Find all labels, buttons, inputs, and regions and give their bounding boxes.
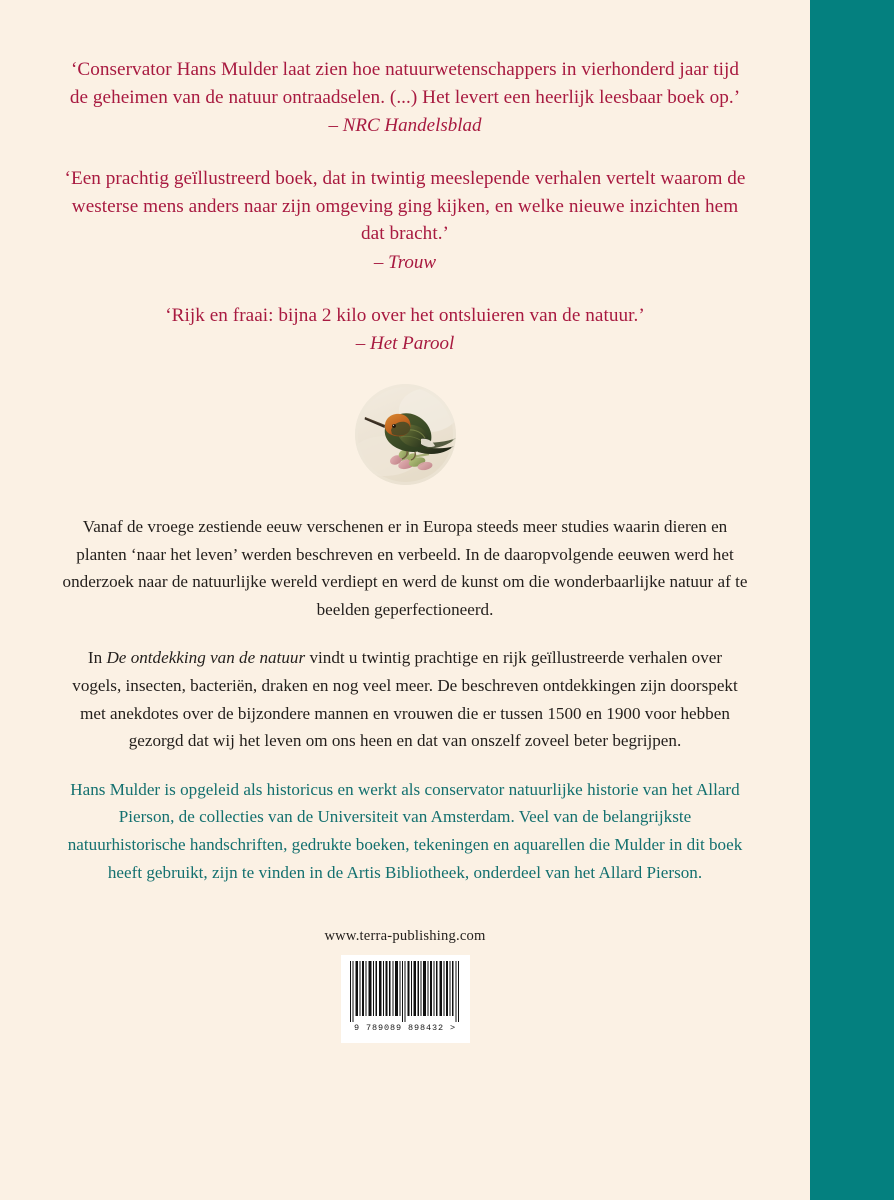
- paragraph-book-description: [62, 644, 748, 754]
- press-quote: [62, 165, 748, 276]
- press-quotes: [62, 0, 748, 357]
- barcode-bars-icon: [348, 961, 463, 1022]
- book-title-italic: De ontdekking van de natuur: [106, 648, 306, 668]
- press-quote: [62, 302, 748, 358]
- quote-source: – Het Parool: [355, 333, 455, 354]
- publisher-website[interactable]: www.terra-publishing.com: [324, 928, 486, 945]
- quote-source: – Trouw: [373, 251, 437, 273]
- paragraph-lead-text: In: [87, 648, 107, 668]
- cover-footer: [62, 926, 748, 1043]
- illustration-area: [62, 384, 748, 485]
- isbn-digits: 9 789089 898432 >: [353, 1023, 456, 1034]
- paragraph-author-bio: Hans Mulder is opgeleid als historicus en werkt als conservator natuurlijke historie van het Allard Pierson, de collecties van de Universiteit van Amsterdam. Veel van de belangrijkste natuurhistorische handschriften, gedrukte boeken, tekeningen en aquarellen die Mulder in dit boek heeft gebruikt, zijn te vinden in de Artis Bibliotheek, onderdeel van het Allard Pierson.: [67, 779, 743, 882]
- isbn-barcode: [341, 955, 470, 1043]
- quote-text: ‘Een prachtig geïllustreerd boek, dat in twintig meeslepende verhalen vertelt waarom de westerse mens anders naar zijn omgeving ging kijken, en welke nieuwe inzichten hem dat bracht.’: [64, 168, 746, 244]
- description-text: [62, 513, 748, 886]
- paragraph-intro: Vanaf de vroege zestiende eeuw verschenen er in Europa steeds meer studies waarin dieren en planten ‘naar het leven’ werden beschreven en verbeeld. In de daaropvolgende eeuwen werd het onderzoek naar de natuurlijke wereld verdiept en werd de kunst om die wonderbaarlijke natuur af te beelden geperfectioneerd.: [62, 517, 748, 619]
- spine-color-band: [810, 0, 894, 1200]
- quote-text: ‘Conservator Hans Mulder laat zien hoe natuurwetenschappers in vierhonderd jaar tijd de geheimen van de natuur ontraadselen. (...) Het levert een heerlijk leesbaar boek op.’: [69, 59, 741, 108]
- quote-source: – NRC Handelsblad: [328, 115, 482, 136]
- hummingbird-medallion-icon: [355, 384, 456, 485]
- quote-text: ‘Rijk en fraai: bijna 2 kilo over het ontsluieren van de natuur.’: [165, 304, 645, 326]
- press-quote: [62, 56, 748, 139]
- paragraph-rest-text: vindt u twintig prachtige en rijk geïllustreerde verhalen over vogels, insecten, bacteriën, draken en nog veel meer. De beschreven ontdekkingen zijn doorspekt met anekdotes over de bijzondere mannen en vrouwen die er tussen 1500 en 1900 voor hebben gezorgd dat wij het leven om ons heen en dat van onszelf zoveel beter begrijpen.: [72, 648, 738, 751]
